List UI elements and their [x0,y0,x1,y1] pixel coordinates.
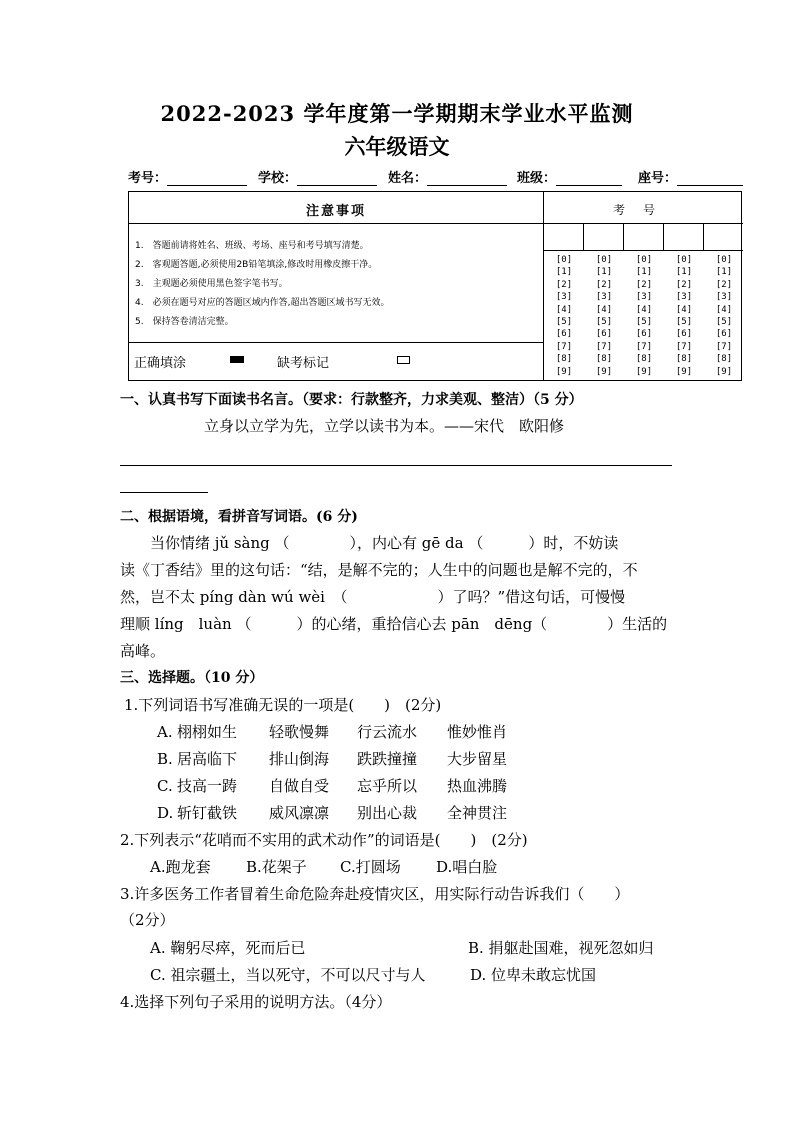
section2-line: 读《丁香结》里的这句话：“结，是解不完的；人生中的问题也是解不完的，不 [120,561,638,579]
q1-option-b[interactable]: B. 居高临下 排山倒海 跌跌撞撞 大步留星 [157,750,508,768]
notice-item: 3. 主观题必须使用黑色签字笔书写。 [135,279,288,289]
q1-option-d[interactable]: D. 斩钉截铁 威风凛凛 别出心裁 全神贯注 [157,804,508,822]
absent-mark-label: 缺考标记 [277,356,330,371]
q2-stem: 2.下列表示“花哨而不实用的武术动作”的词语是( ) (2分) [120,831,528,849]
section2-line: 高峰。 [120,642,166,660]
writing-line[interactable] [120,465,672,466]
field-seat[interactable] [638,167,743,186]
field-label: 座号： [638,171,678,186]
answer-card-box [128,191,742,381]
field-label: 考号： [128,171,168,186]
q2-options[interactable] [150,856,497,877]
digit-column[interactable]: [0] [1] [2] [3] [4] [5] [6] [7] [8] [9] [595,255,613,377]
q3-option-b[interactable]: B. 捐躯赴国难，视死忽如归 [468,939,654,957]
section1-quote: 立身以立学为先，立学以读书为本。——宋代 欧阳修 [204,417,565,435]
digit-column[interactable]: [0] [1] [2] [3] [4] [5] [6] [7] [8] [9] [675,255,693,377]
notice-item: 1. 答题前请将姓名、班级、考场、座号和考号填写清楚。 [135,241,369,251]
notice-item: 4. 必须在题号对应的答题区域内作答,超出答题区域书写无效。 [135,298,390,308]
q3-option-c[interactable]: C. 祖宗疆土，当以死守，不可以尺寸与人 [150,966,426,984]
section2-line: 然，岂不太 píng dàn wú wèi （ ）了吗？”借这句话，可慢慢 [120,588,626,606]
correct-fill-label: 正确填涂 [134,356,187,371]
notice-item: 5. 保持答卷清洁完整。 [135,317,234,327]
writing-line[interactable] [120,492,208,493]
digit-column[interactable]: [0] [1] [2] [3] [4] [5] [6] [7] [8] [9] [635,255,653,377]
q2-option-a[interactable]: A.跑龙套 [150,858,211,876]
digit-column[interactable]: [0] [1] [2] [3] [4] [5] [6] [7] [8] [9] [555,255,573,377]
field-label: 学校： [258,171,298,186]
notice-heading: 注意事项 [305,204,366,219]
digit-column[interactable]: [0] [1] [2] [3] [4] [5] [6] [7] [8] [9] [715,255,733,377]
exam-subtitle: 六年级语文 [344,134,450,159]
field-school[interactable] [258,167,377,186]
absent-mark-box[interactable] [397,356,410,364]
q1-stem: 1.下列词语书写准确无误的一项是( ) (2分) [124,696,442,714]
q3-option-a[interactable]: A. 鞠躬尽瘁，死而后已 [150,939,306,957]
q3-option-d[interactable]: D. 位卑未敢忘忧国 [470,966,597,984]
field-exam-number[interactable] [128,167,247,186]
field-label: 姓名： [388,171,428,186]
q4-stem: 4.选择下列句子采用的说明方法。（4分） [120,993,392,1011]
q2-option-c[interactable]: C.打圆场 [340,858,401,876]
field-name[interactable] [388,167,507,186]
section3-heading: 三、选择题。（10 分） [120,670,264,686]
q1-option-a[interactable]: A. 栩栩如生 轻歌慢舞 行云流水 惟妙惟肖 [157,723,508,741]
q3-points: （2分） [120,911,175,929]
section2-heading: 二、根据语境，看拼音写词语。(6 分) [120,509,358,525]
section2-line: 理顺 líng luàn （ ）的心绪，重拾信心去 pān dēng（ ）生活的 [120,615,668,633]
section1-heading: 一、认真书写下面读书名言。（要求：行款整齐，力求美观、整洁）（5 分） [120,392,583,408]
q3-stem: 3.许多医务工作者冒着生命危险奔赴疫情灾区，用实际行动告诉我们（ ） [120,885,630,903]
notice-item: 2. 客观题答题,必须使用2B铅笔填涂,修改时用橡皮擦干净。 [135,260,378,270]
exam-title: 2022-2023 学年度第一学期期末学业水平监测 [160,101,634,126]
section2-line: 当你情绪 jǔ sàng （ ），内心有 gē da （ ）时，不妨读 [150,534,619,552]
q2-option-b[interactable]: B.花架子 [246,858,307,876]
field-label: 班级： [517,171,557,186]
q2-option-d[interactable]: D.唱白脸 [436,858,498,876]
field-class[interactable] [517,167,622,186]
filled-bubble-sample [230,356,244,363]
exam-number-heading: 考号 [612,203,673,217]
q1-option-c[interactable]: C. 技高一踌 自做自受 忘乎所以 热血沸腾 [157,777,508,795]
